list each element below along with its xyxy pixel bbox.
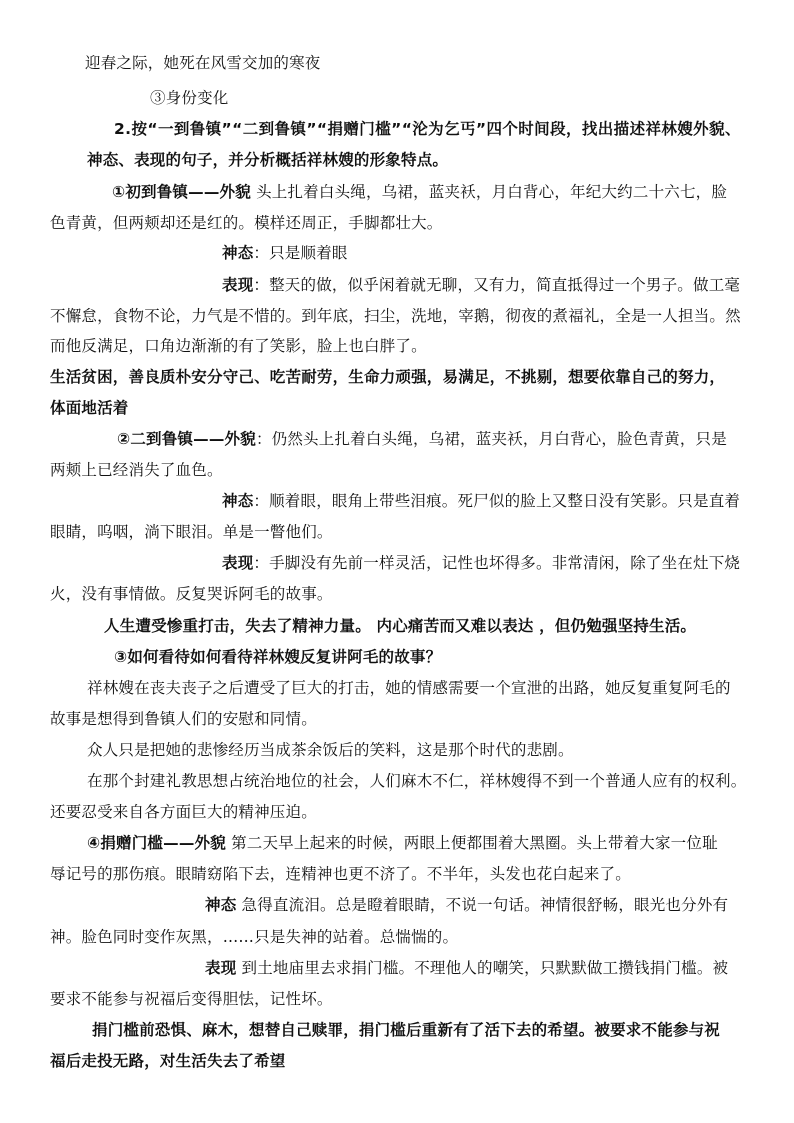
text-line: 还要忍受来自各方面巨大的精神压迫。	[50, 803, 317, 821]
text-line: 而他反满足，口角边渐渐的有了笑影，脸上也白胖了。	[50, 337, 427, 355]
text-line: 神。脸色同时变作灰黑，……只是失神的站着。总惴惴的。	[50, 928, 459, 946]
text-line: ④捐赠门槛——外貌 第二天早上起来的时候，两眼上便都围着大黑圈。头上带着大家一位耻	[87, 834, 718, 852]
summary-line: 体面地活着	[50, 399, 129, 417]
text-line: 表现：整天的做，似乎闲着就无聊，又有力，简直抵得过一个男子。做工毫	[222, 276, 741, 294]
text-line: 眼睛，呜咽，淌下眼泪。单是一瞥他们。	[50, 523, 333, 541]
text-line: 在那个封建礼教思想占统治地位的社会，人们麻木不仁，祥林嫂得不到一个普通人应有的权利。	[87, 772, 747, 790]
text-line: 故事是想得到鲁镇人们的安慰和同情。	[50, 710, 317, 728]
text-line: 祥林嫂在丧夫丧子之后遭受了巨大的打击，她的情感需要一个宣泄的出路，她反复重复阿毛的	[87, 679, 731, 697]
text-line: 两颊上已经消失了血色。	[50, 461, 223, 479]
subsection-heading: ③身份变化	[150, 89, 229, 107]
text-line: 不懈怠，食物不论，力气是不惜的。到年底，扫尘，洗地，宰鹅，彻夜的煮福礼，全是一人担当。然	[50, 307, 741, 325]
text-line: 迎春之际，她死在风雪交加的寒夜	[85, 54, 321, 72]
text-line: 表现：手脚没有先前一样灵活，记性也坏得多。非常清闲，除了坐在灶下烧	[222, 554, 741, 572]
question-heading: 神态、表现的句子，并分析概括祥林嫂的形象特点。	[87, 151, 449, 169]
text-line: 众人只是把她的悲惨经历当成茶余饭后的笑料，这是那个时代的悲剧。	[87, 741, 574, 759]
summary-line: 生活贫困，善良质朴安分守己、吃苦耐劳，生命力顽强，易满足，不挑剔，想要依靠自己的努力，	[50, 368, 726, 386]
text-line: 神态：只是顺着眼	[222, 244, 348, 262]
summary-line: 捐门槛前恐惧、麻木，想替自己赎罪，捐门槛后重新有了活下去的希望。被要求不能参与祝	[92, 1021, 721, 1039]
text-line: 神态：顺着眼，眼角上带些泪痕。死尸似的脸上又整日没有笑影。只是直着	[222, 492, 741, 510]
question-heading: ③如何看待如何看待祥林嫂反复讲阿毛的故事？	[114, 648, 442, 666]
text-line: 神态 急得直流泪。总是瞪着眼睛，不说一句话。神情很舒畅，眼光也分外有	[205, 896, 729, 914]
summary-line: 人生遭受惨重打击，失去了精神力量。 内心痛苦而又难以表达 ，但仍勉强坚持生活。	[104, 617, 697, 635]
text-line: ②二到鲁镇——外貌：仍然头上扎着白头绳，乌裙，蓝夹袄，月白背心，脸色青黄，只是	[117, 430, 727, 448]
text-line: 表现 到土地庙里去求捐门槛。不理他人的嘲笑，只默默做工攒钱捐门槛。被	[205, 959, 729, 977]
text-line: 辱记号的那伤痕。眼睛窈陷下去，连精神也更不济了。不半年，头发也花白起来了。	[50, 865, 631, 883]
text-line: 火，没有事情做。反复哭诉阿毛的故事。	[50, 585, 333, 603]
text-line: ①初到鲁镇——外貌 头上扎着白头绳，乌裙，蓝夹袄，月白背心，年纪大约二十六七，脸	[112, 183, 728, 201]
summary-line: 福后走投无路，对生活失去了希望	[50, 1052, 286, 1070]
question-heading: 2.按“一到鲁镇”“二到鲁镇”“捐赠门槛”“沦为乞丐”四个时间段，找出描述祥林嫂外貌、	[114, 120, 741, 138]
text-line: 色青黄，但两颊却还是红的。模样还周正，手脚都壮大。	[50, 214, 443, 232]
text-line: 要求不能参与祝福后变得胆怯，记性坏。	[50, 990, 333, 1008]
